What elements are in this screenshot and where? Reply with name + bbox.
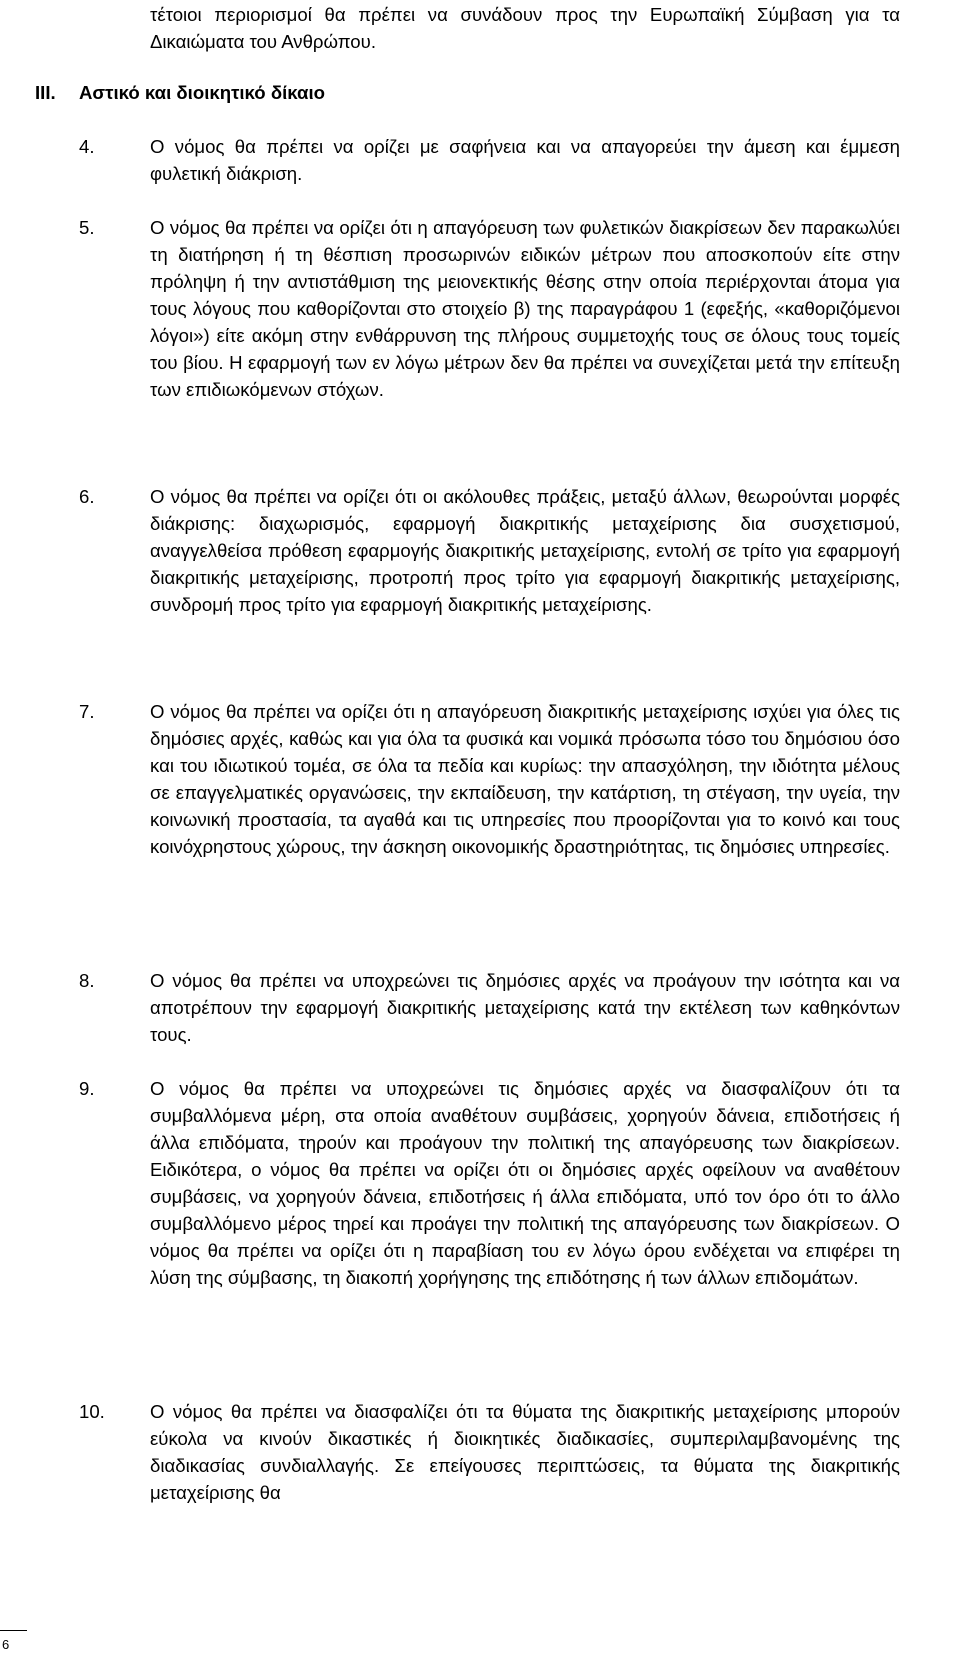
item-number-10: 10. — [79, 1401, 105, 1422]
item-text-9: Ο νόμος θα πρέπει να υποχρεώνει τις δημόσιες αρχές να διασφαλίζουν ότι τα συμβαλλόμενα μέρη, στα οποία αναθέτουν συμβάσεις, χορηγούν δάνεια, επιδοτήσεις ή άλλα επιδόματα, τηρούν και προάγουν την πολιτική της απαγόρευσης των διακρίσεων. Ειδικότερα, ο νόμος θα πρέπει να ορίζει ότι οι δημόσιες αρχές οφείλουν να αναθέτουν συμβάσεις, να χορηγούν δάνεια, επιδοτήσεις ή άλλα επιδόματα, υπό τον όρο ότι το άλλο συμβαλλόμενο μέρος τηρεί και προάγει την πολιτική της απαγόρευσης των διακρίσεων. Ο νόμος θα πρέπει να ορίζει ότι η παραβίαση του εν λόγω όρου ενδέχεται να επιφέρει τη λύση της σύμβασης, τη διακοπή χορήγησης της επιδότησης ή των άλλων επιδομάτων. — [150, 1078, 900, 1288]
item-text-5: Ο νόμος θα πρέπει να ορίζει ότι η απαγόρευση των φυλετικών διακρίσεων δεν παρακωλύει τη διατήρηση ή τη θέσπιση προσωρινών ειδικών μέτρων που αποσκοπούν είτε στην πρόληψη ή την αντιστάθμιση της μειονεκτικής θέσης στην οποία περιέρχονται άτομα για τους λόγους που καθορίζονται στο στοιχείο β) της παραγράφου 1 (εφεξής, «καθοριζόμενοι λόγοι») είτε ακόμη στην ενθάρρυνση της πλήρους συμμετοχής τους σε όλους τους τομείς του βίου. Η εφαρμογή των εν λόγω μέτρων δεν θα πρέπει να συνεχίζεται μετά την επίτευξη των επιδιωκόμενων στόχων. — [150, 217, 900, 400]
item-text-6: Ο νόμος θα πρέπει να ορίζει ότι οι ακόλουθες πράξεις, μεταξύ άλλων, θεωρούνται μορφές διάκρισης: διαχωρισμός, εφαρμογή διακριτικής μεταχείρισης δια συσχετισμού, αναγγελθείσα πρόθεση εφαρμογής διακριτικής μεταχείρισης, εντολή σε τρίτο για εφαρμογή διακριτικής μεταχείρισης, προτροπή προς τρίτο για εφαρμογή διακριτικής μεταχείρισης, συνδρομή προς τρίτο για εφαρμογή διακριτικής μεταχείρισης. — [150, 486, 900, 615]
intro-paragraph: τέτοιοι περιορισμοί θα πρέπει να συνάδουν προς την Ευρωπαϊκή Σύμβαση για τα Δικαιώματα του Ανθρώπου. — [150, 4, 900, 52]
item-text-8: Ο νόμος θα πρέπει να υποχρεώνει τις δημόσιες αρχές να προάγουν την ισότητα και να αποτρέπουν την εφαρμογή διακριτικής μεταχείρισης κατά την εκτέλεση των καθηκόντων τους. — [150, 970, 900, 1045]
item-number-7: 7. — [79, 701, 95, 722]
section-heading: Αστικό και διοικητικό δίκαιο — [79, 82, 325, 103]
item-text-10: Ο νόμος θα πρέπει να διασφαλίζει ότι τα θύματα της διακριτικής μεταχείρισης μπορούν εύκολα να κινούν δικαστικές ή διοικητικές διαδικασίες, συμπεριλαμβανομένης της διαδικασίας συνδιαλλαγής. Σε επείγουσες περιπτώσεις, τα θύματα της διακριτικής μεταχείρισης θα — [150, 1401, 900, 1503]
item-text-4: Ο νόμος θα πρέπει να ορίζει με σαφήνεια και να απαγορεύει την άμεση και έμμεση φυλετική διάκριση. — [150, 136, 900, 184]
item-number-4: 4. — [79, 136, 95, 157]
item-number-9: 9. — [79, 1078, 95, 1099]
item-number-8: 8. — [79, 970, 95, 991]
section-number: III. — [35, 82, 56, 103]
footer-divider — [0, 1630, 27, 1631]
page-number: 6 — [2, 1637, 10, 1652]
item-text-7: Ο νόμος θα πρέπει να ορίζει ότι η απαγόρευση διακριτικής μεταχείρισης ισχύει για όλες τις δημόσιες αρχές, καθώς και για όλα τα φυσικά και νομικά πρόσωπα τόσο του δημόσιου όσο και του ιδιωτικού τομέα, σε όλα τα πεδία και κυρίως: την απασχόληση, την ιδιότητα μέλους σε επαγγελματικές οργανώσεις, την εκπαίδευση, την κατάρτιση, τη στέγαση, την υγεία, την κοινωνική προστασία, τα αγαθά και τις υπηρεσίες που προορίζονται για το κοινό και τους κοινόχρηστους χώρους, την άσκηση οικονομικής δραστηριότητας, τις δημόσιες υπηρεσίες. — [150, 701, 900, 857]
item-number-5: 5. — [79, 217, 95, 238]
item-number-6: 6. — [79, 486, 95, 507]
